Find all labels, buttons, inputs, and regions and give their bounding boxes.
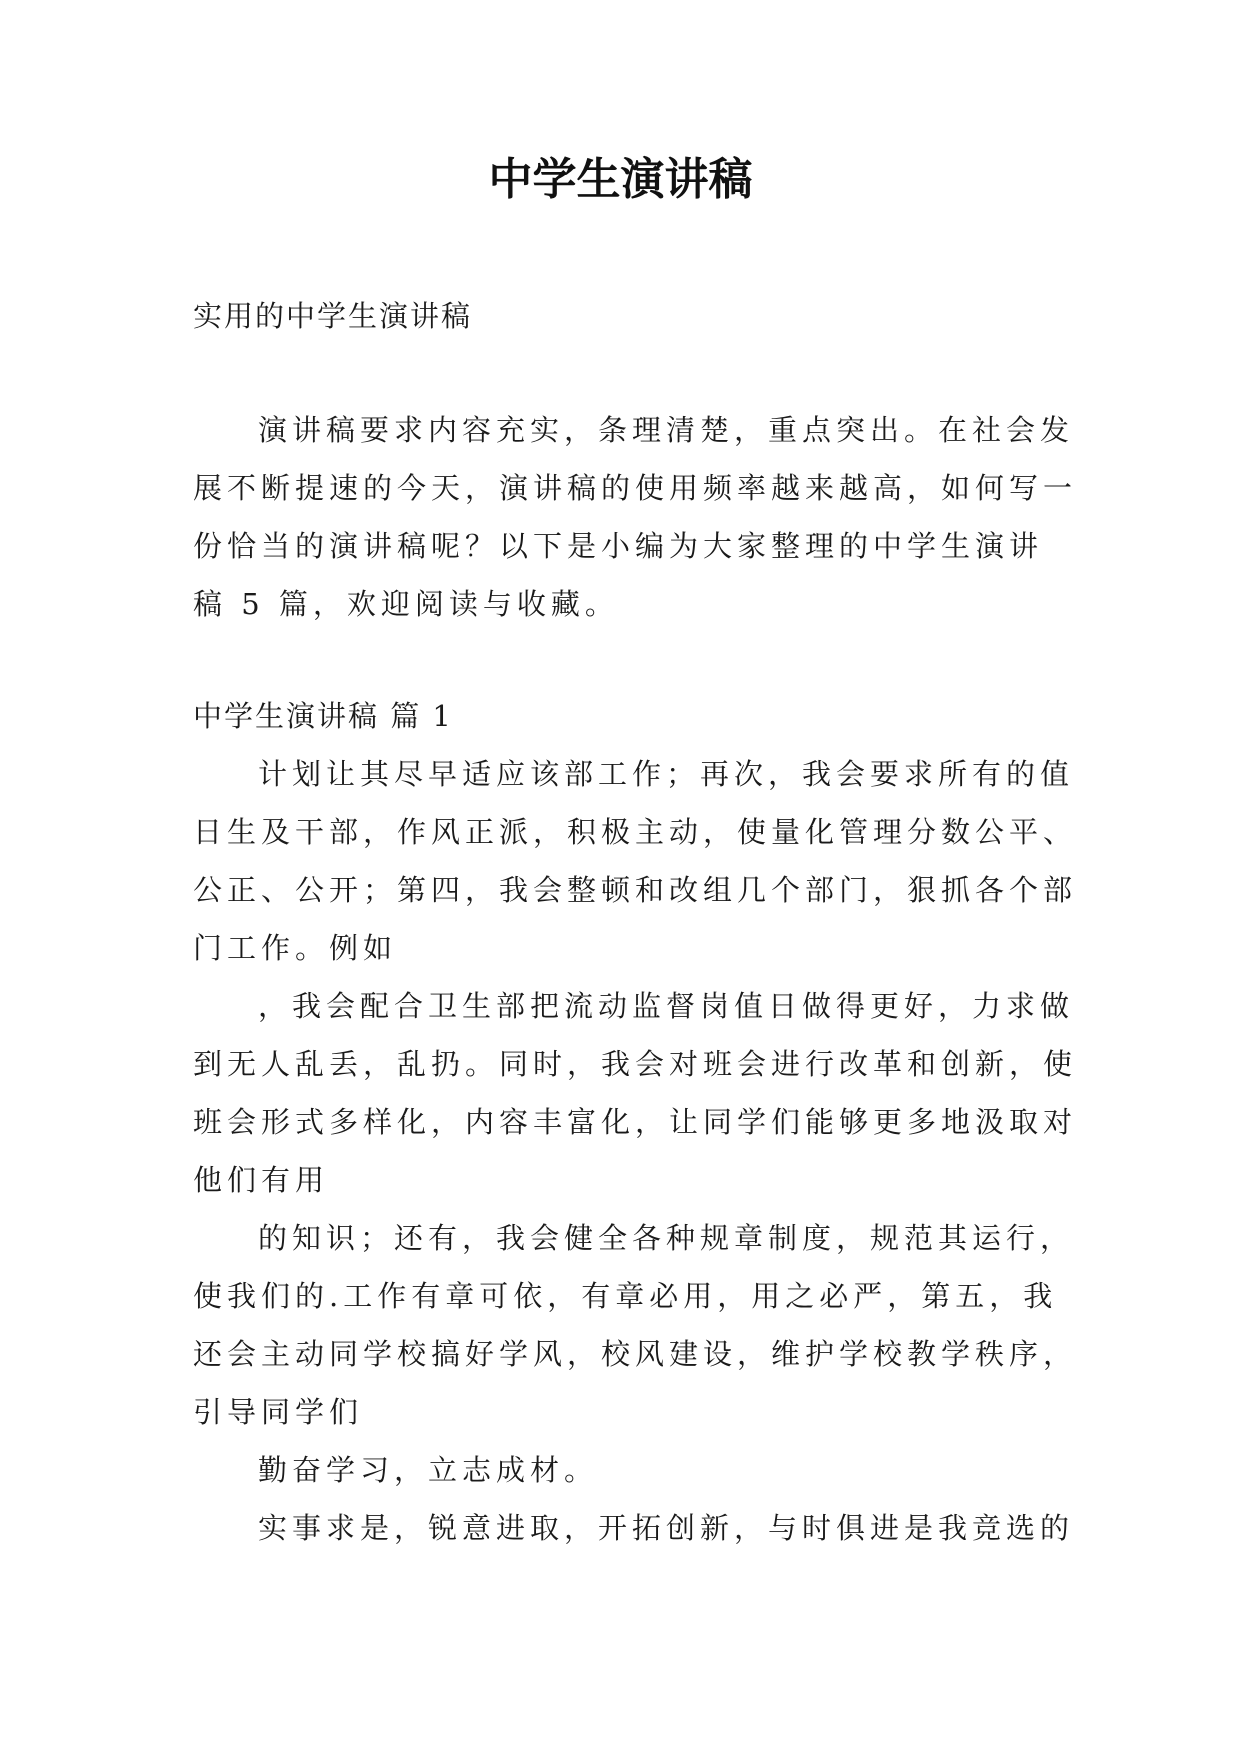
body-line: 使我们的.工作有章可依，有章必用，用之必严，第五，我 bbox=[193, 1279, 1058, 1313]
intro-line: 稿 5 篇，欢迎阅读与收藏。 bbox=[193, 587, 619, 621]
body-line: 还会主动同学校搞好学风，校风建设，维护学校教学秩序， bbox=[193, 1337, 1078, 1371]
intro-line: 份恰当的演讲稿呢？以下是小编为大家整理的中学生演讲 bbox=[193, 529, 1044, 563]
body-line: 日生及干部，作风正派，积极主动，使量化管理分数公平、 bbox=[193, 815, 1078, 849]
body-line: 的知识；还有，我会健全各种规章制度，规范其运行， bbox=[258, 1221, 1075, 1255]
body-line: 门工作。例如 bbox=[193, 931, 398, 965]
body-line: 勤奋学习，立志成材。 bbox=[258, 1453, 599, 1487]
body-line: 引导同学们 bbox=[193, 1395, 364, 1429]
body-line: 班会形式多样化，内容丰富化，让同学们能够更多地汲取对 bbox=[193, 1105, 1078, 1139]
body-line: 计划让其尽早适应该部工作；再次，我会要求所有的值 bbox=[258, 757, 1075, 791]
document-subtitle: 实用的中学生演讲稿 bbox=[193, 299, 473, 333]
body-line: ，我会配合卫生部把流动监督岗值日做得更好，力求做 bbox=[258, 989, 1075, 1023]
document-title: 中学生演讲稿 bbox=[488, 154, 753, 205]
intro-line: 演讲稿要求内容充实，条理清楚，重点突出。在社会发 bbox=[258, 413, 1075, 447]
section-heading: 中学生演讲稿 篇 1 bbox=[193, 699, 453, 733]
body-line: 公正、公开；第四，我会整顿和改组几个部门，狠抓各个部 bbox=[193, 873, 1078, 907]
body-line: 到无人乱丢，乱扔。同时，我会对班会进行改革和创新，使 bbox=[193, 1047, 1078, 1081]
body-line: 实事求是，锐意进取，开拓创新，与时俱进是我竞选的 bbox=[258, 1511, 1075, 1545]
intro-line: 展不断提速的今天，演讲稿的使用频率越来越高，如何写一 bbox=[193, 471, 1078, 505]
body-line: 他们有用 bbox=[193, 1163, 330, 1197]
